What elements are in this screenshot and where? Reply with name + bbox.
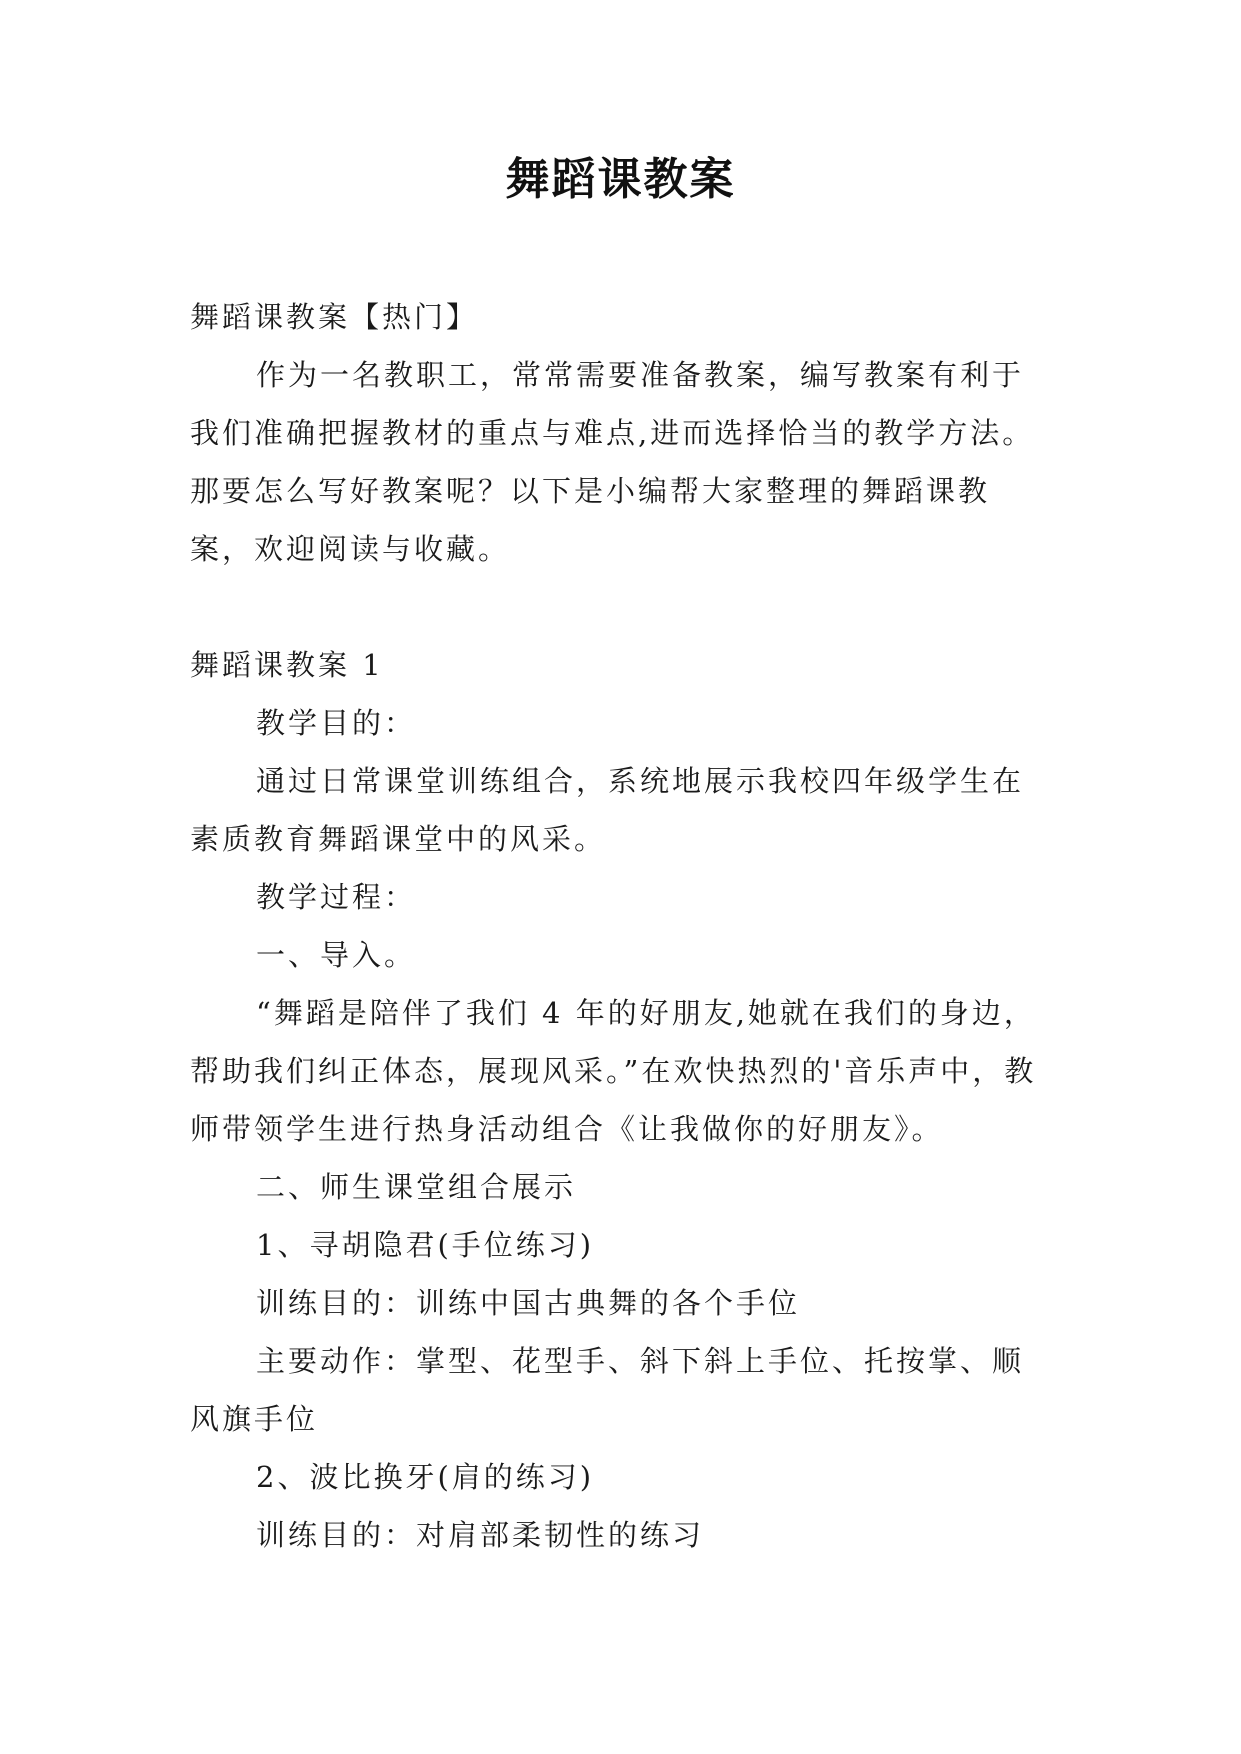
exercise-one-goal: 训练目的：训练中国古典舞的各个手位: [256, 1286, 801, 1320]
subtitle-line: 舞蹈课教案【热门】: [190, 300, 479, 334]
teaching-goal-text: 通过日常课堂训练组合，系统地展示我校四年级学生在素质教育舞蹈课堂中的风采。: [190, 764, 1025, 856]
teaching-goal-label: 教学目的：: [256, 706, 417, 740]
intro-paragraph: 作为一名教职工，常常需要准备教案，编写教案有利于我们准确把握教材的重点与难点,进而选择恰当的教学方法。那要怎么写好教案呢？以下是小编帮大家整理的舞蹈课教案，欢迎阅读与收藏。: [190, 358, 1035, 566]
step-one-text: “舞蹈是陪伴了我们 4 年的好朋友,她就在我们的身边，帮助我们纠正体态，展现风采。”在欢快热烈的'音乐声中，教师带领学生进行热身活动组合《让我做你的好朋友》。: [190, 996, 1037, 1146]
teaching-process-label: 教学过程：: [256, 880, 417, 914]
document-title: 舞蹈课教案: [505, 154, 736, 205]
section-heading: 舞蹈课教案 1: [190, 648, 384, 682]
exercise-two-goal: 训练目的：对肩部柔韧性的练习: [256, 1518, 705, 1552]
step-two-heading: 二、师生课堂组合展示: [256, 1170, 577, 1204]
exercise-two-title: 2、波比换牙(肩的练习): [256, 1460, 595, 1494]
exercise-one-moves: 主要动作：掌型、花型手、斜下斜上手位、托按掌、顺风旗手位: [190, 1344, 1025, 1436]
exercise-one-title: 1、寻胡隐君(手位练习): [256, 1228, 595, 1262]
step-one-heading: 一、导入。: [256, 938, 417, 972]
document-body: [190, 288, 1052, 1564]
